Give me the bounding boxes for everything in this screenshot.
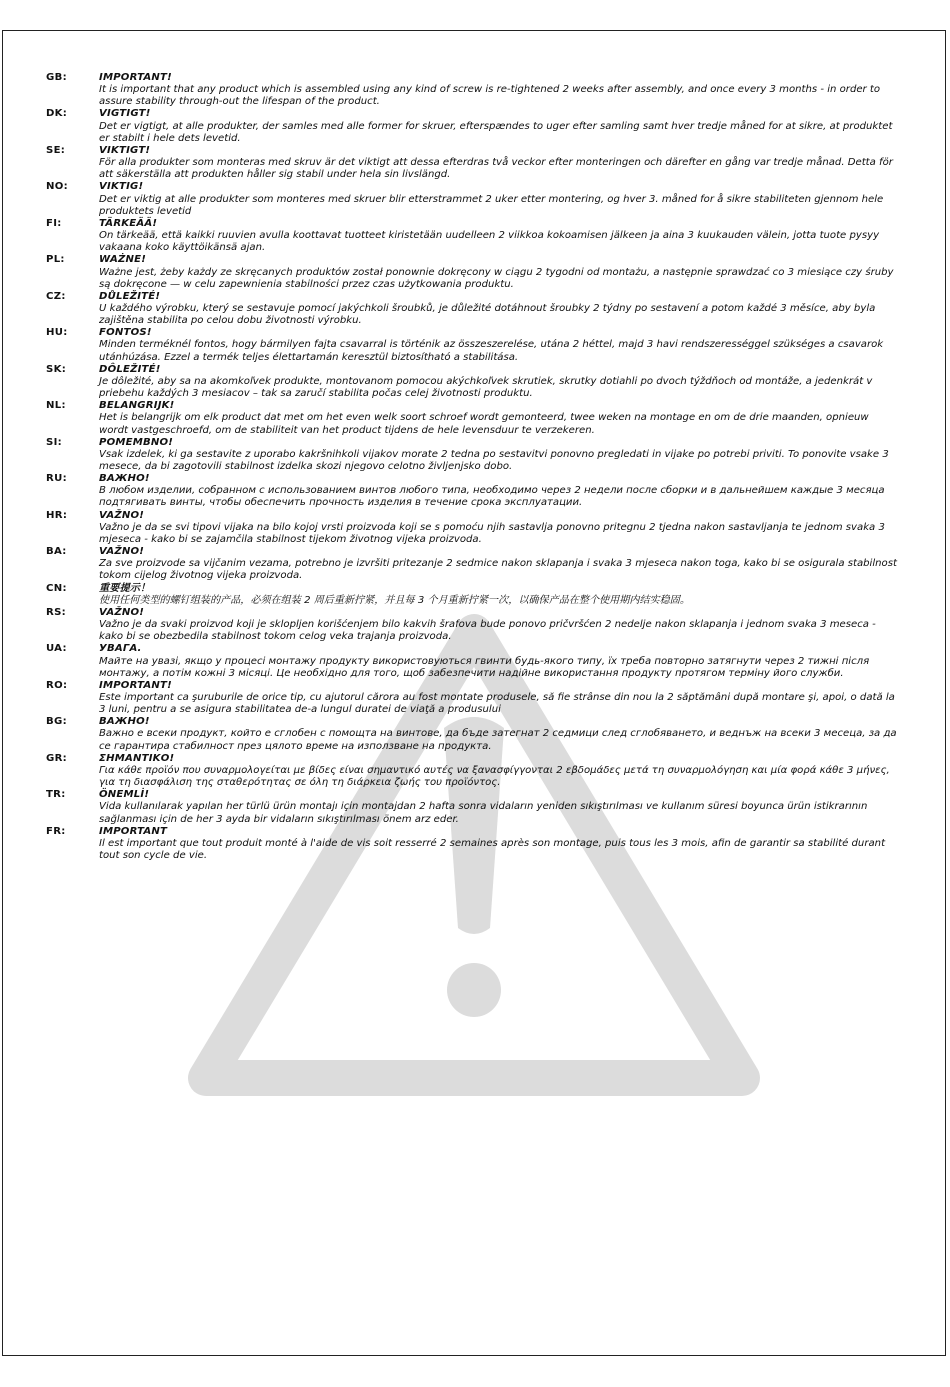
language-code: NO:: [46, 181, 68, 193]
warning-text: Este important ca şuruburile de orice tip, cu ajutorul cărora au fost montate produsele, să fie strânse din nou la 2 săptămâni după montare şi, apoi, o dată la 3 luni, pentru a se asigura stabilitatea de-a lungul duratei de viaţă a produsului: [99, 691, 895, 716]
warning-body: [99, 607, 898, 643]
warning-entry: [46, 583, 898, 607]
language-code: SK:: [46, 363, 67, 375]
warning-entry: [46, 218, 898, 254]
warning-body: [99, 400, 898, 436]
warning-entry: [46, 364, 898, 400]
warning-body: [99, 72, 898, 108]
warning-text: Важно е всеки продукт, който е сглобен с помощта на винтове, да бъде затегнат 2 седмици след сглобяването, и веднъж на всеки 3 месеца, за да се гарантира стабилност през цялото време на използване на продукта.: [99, 728, 897, 752]
warning-entry: [46, 291, 898, 327]
warning-entry: [46, 181, 898, 217]
warning-body: [99, 826, 898, 862]
warning-text: Ważne jest, żeby każdy ze skręcanych produktów został ponownie dokręcony w ciągu 2 tygodni od montażu, a następnie sprawdzać co 3 miesiące czy śruby są dokręcone — w celu zapewnienia stabilności przez czas użytkowania produktu.: [99, 266, 894, 290]
warning-entry: [46, 753, 898, 789]
language-code: TR:: [46, 789, 66, 801]
warning-heading: IMPORTANT!: [99, 679, 172, 691]
warning-entry: [46, 643, 898, 679]
language-code: NL:: [46, 400, 66, 412]
language-code: UA:: [46, 643, 67, 655]
warning-text: Vida kullanılarak yapılan her türlü ürün montajı için montajdan 2 hafta sonra vidaların yeniden sıkıştırılması ve kullanım süresi boyunca ürün istikrarının sağlanması için de her 3 ayda bir vidaların sıkıştırılması önem arz eder.: [99, 801, 868, 825]
warning-body: [99, 789, 898, 825]
language-code: GB:: [46, 72, 67, 83]
warning-heading: УВАГА.: [99, 643, 142, 655]
warning-body: [99, 218, 898, 254]
warning-text: В любом изделии, собранном с использованием винтов любого типа, необходимо через 2 недели после сборки и в дальнейшем каждые 3 месяца подтягивать винты, чтобы обеспечить прочность изделия в течение срока эксплуатации.: [99, 485, 885, 509]
warning-entry: [46, 510, 898, 546]
warning-text: 使用任何类型的螺钉组装的产品，必须在组装 2 周后重新拧紧，并且每 3 个月重新拧紧一次，以确保产品在整个使用期内结实稳固。: [99, 594, 690, 606]
language-code: RU:: [46, 473, 67, 485]
warning-heading: WAŻNE!: [99, 254, 147, 266]
warning-entry: [46, 327, 898, 363]
language-code: FI:: [46, 217, 62, 229]
warning-text: Za sve proizvode sa vijčanim vezama, potrebno je izvršiti pritezanje 2 sedmice nakon sklapanja i svaka 3 mjeseca nakon toga, kako bi se osigurala stabilnost tokom cijelog životnog vijeka proizvoda.: [99, 558, 897, 582]
warning-body: [99, 473, 898, 509]
warning-heading: VAŽNO!: [99, 546, 145, 558]
warning-heading: VAŽNO!: [99, 606, 145, 618]
warning-heading: IMPORTANT!: [99, 72, 172, 83]
warning-text: Για κάθε προϊόν που συναρμολογείται με βίδες είναι σημαντικό αυτές να ξανασφίγγονται 2 εβδομάδες μετά τη συναρμολόγηση και μία φορά κάθε 3 μήνες, για τη διασφάλιση της σταθερότητας σε όλη τη διάρκεια ζωής του προϊόντος.: [99, 764, 890, 789]
warning-text: För alla produkter som monteras med skruv är det viktigt att dessa efterdras två veckor efter monteringen och därefter en gång var tredje månad. Detta för att säkerställa att produkten håller sig stabil under hela sin livslängd.: [99, 157, 893, 181]
warning-entry: [46, 473, 898, 509]
warning-heading: VIKTIGT!: [99, 144, 151, 156]
warning-entry: [46, 546, 898, 582]
warning-body: [99, 546, 898, 582]
language-code: RS:: [46, 606, 66, 618]
warning-text: Je dôležité, aby sa na akomkoľvek produkte, montovanom pomocou akýchkoľvek skrutiek, skrutky dotiahli po dvoch týždňoch od montáže, a jedenkrát v priebehu každých 3 mesiacov – tak sa zaručí stabilita počas celej životnosti produktu.: [99, 375, 873, 400]
warnings-list: [46, 72, 898, 862]
language-code: HU:: [46, 327, 68, 339]
warning-heading: VIGTIGT!: [99, 108, 151, 120]
language-code: RO:: [46, 679, 68, 691]
warning-text: Il est important que tout produit monté à l'aide de vis soit resserré 2 semaines après son montage, puis tous les 3 mois, afin de garantir sa stabilité durant tout son cycle de vie.: [99, 837, 886, 861]
warning-entry: [46, 789, 898, 825]
language-code: CZ:: [46, 290, 66, 302]
warning-text: Det er viktig at alle produkter som monteres med skruer blir etterstrammet 2 uker etter montering, og hver 3. måned for å sikre stabiliteten gjennom hele produktets levetid: [99, 193, 884, 217]
warning-heading: 重要提示！: [99, 582, 151, 594]
warning-heading: ΣΗΜΑΝΤΙΚΟ!: [99, 752, 175, 764]
language-code: FR:: [46, 825, 66, 837]
language-code: BG:: [46, 716, 67, 728]
warning-text: On tärkeää, että kaikki ruuvien avulla koottavat tuotteet kiristetään uudelleen 2 viikkoa kokoamisen jälkeen ja aina 3 kuukauden välein, jotta tuote pysyy vakaana koko käyttöikänsä ajan.: [99, 230, 880, 254]
warning-heading: IMPORTANT: [99, 825, 168, 837]
warning-heading: DŮLEŽITÉ!: [99, 290, 161, 302]
warning-text: Майте на увазі, якщо у процесі монтажу продукту використовуються гвинти будь-якого типу, їх треба повторно затягнути через 2 тижні після монтажу, а потім кожні 3 місяці. Це необхідно для того, щоб забезпечити надійне використання продукту протягом терміну його служби.: [99, 655, 870, 679]
warning-body: [99, 680, 898, 716]
warning-entry: [46, 680, 898, 716]
warning-body: [99, 437, 898, 473]
warning-heading: POMEMBNO!: [99, 436, 174, 448]
language-code: GR:: [46, 752, 67, 764]
warning-entry: [46, 108, 898, 144]
language-code: DK:: [46, 108, 68, 120]
warning-text: Važno je da se svi tipovi vijaka na bilo kojoj vrsti proizvoda koji se s pomoću njih sastavlja ponovno pritegnu 2 tjedna nakon sastavljanja te jednom svaka 3 mjeseca - kako bi se zajamčila stabilnost tijekom životnog vijeka proizvoda.: [99, 521, 885, 545]
warning-body: [99, 716, 898, 752]
warning-body: [99, 254, 898, 290]
warning-text: It is important that any product which is assembled using any kind of screw is re-tightened 2 weeks after assembly, and once every 3 months - in order to assure stability through-out the lifespan of the product.: [99, 84, 881, 108]
warning-heading: ÖNEMLİ!: [99, 789, 150, 801]
warning-heading: DÔLEŽITÉ!: [99, 363, 161, 375]
warning-text: Minden terméknél fontos, hogy bármilyen fajta csavarral is történik az összeszerelése, utána 2 héttel, majd 3 havi rendszerességgel szükséges a csavarok utánhúzása. Ezzel a termék teljes élettartamán keresztül biztosítható a stabilitása.: [99, 339, 884, 363]
language-code: PL:: [46, 254, 65, 266]
language-code: SI:: [46, 436, 62, 448]
warning-body: [99, 145, 898, 181]
warning-text: Važno je da svaki proizvod koji je sklopljen korišćenjem bilo kakvih šrafova bude ponovo pričvršćen 2 nedelje nakon sklapanja i jednom svaka 3 meseca - kako bi se obezbedila stabilnost tokom celog veka trajanja proizvoda.: [99, 619, 876, 643]
warning-heading: VAŽNO!: [99, 509, 145, 521]
language-code: BA:: [46, 546, 67, 558]
warning-body: [99, 108, 898, 144]
warning-body: [99, 643, 898, 679]
warning-heading: FONTOS!: [99, 327, 152, 339]
warning-heading: VIKTIG!: [99, 181, 144, 193]
warning-entry: [46, 437, 898, 473]
warning-body: [99, 291, 898, 327]
warning-body: [99, 364, 898, 400]
language-code: HR:: [46, 509, 68, 521]
warning-body: [99, 510, 898, 546]
warning-entry: [46, 607, 898, 643]
language-code: CN:: [46, 582, 67, 594]
warning-text: Vsak izdelek, ki ga sestavite z uporabo kakršnihkoli vijakov morate 2 tedna po sestavitvi ponovno pregledati in vijake po potrebi priviti. To ponovite vsake 3 mesece, da bi zagotovili stabilnost izdelka skozi njegovo celotno življenjsko dobo.: [99, 448, 889, 472]
warning-text: Det er vigtigt, at alle produkter, der samles med alle former for skruer, efterspændes to uger efter samling samt hver tredje måned for at sikre, at produktet er stabilt i hele dets levetid.: [99, 120, 893, 144]
warning-entry: [46, 826, 898, 862]
warning-body: [99, 181, 898, 217]
warning-heading: ВАЖНО!: [99, 716, 150, 728]
warning-body: [99, 583, 898, 607]
warning-body: [99, 753, 898, 789]
warning-entry: [46, 254, 898, 290]
warning-body: [99, 327, 898, 363]
warning-entry: [46, 400, 898, 436]
warning-heading: BELANGRIJK!: [99, 400, 175, 412]
warning-heading: ВАЖНО!: [99, 473, 150, 485]
warning-entry: [46, 72, 898, 108]
warning-entry: [46, 716, 898, 752]
warning-text: Het is belangrijk om elk product dat met om het even welk soort schroef wordt gemonteerd, twee weken na montage en om de drie maanden, opnieuw wordt vastgeschroefd, om de stabiliteit van het product tijdens de hele levensduur te verzekeren.: [99, 412, 869, 436]
warning-entry: [46, 145, 898, 181]
warning-text: U každého výrobku, který se sestavuje pomocí jakýchkoli šroubků, je důležité dotáhnout šroubky 2 týdny po sestavení a potom každé 3 měsíce, aby byla zajištěna stabilita po celou dobu životnosti výrobku.: [99, 302, 876, 327]
warning-heading: TÄRKEÄÄ!: [99, 217, 158, 229]
language-code: SE:: [46, 144, 66, 156]
